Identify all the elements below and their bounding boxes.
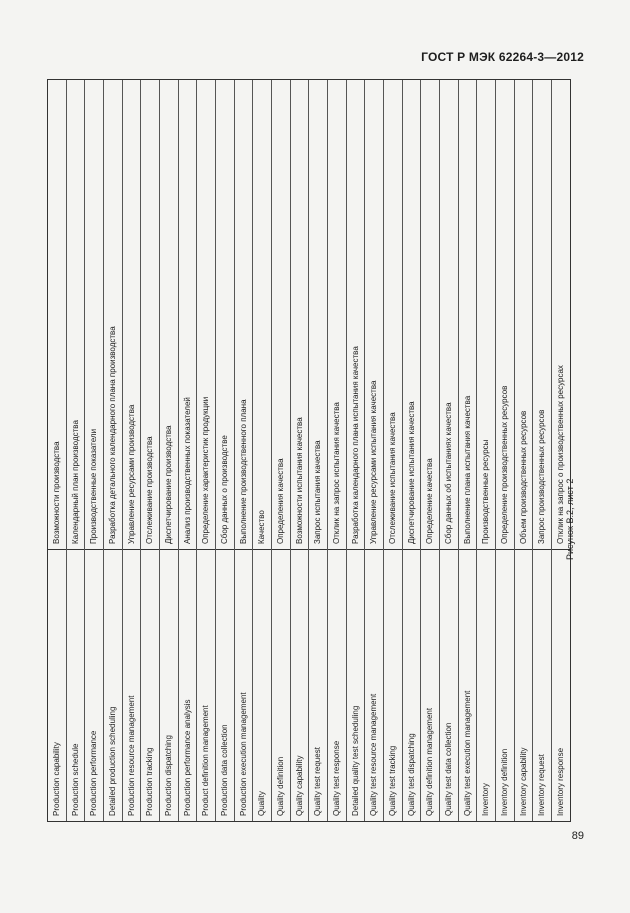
russian-term-cell: Качество — [257, 510, 267, 544]
english-term-cell: Inventory — [477, 549, 495, 821]
table-row — [141, 80, 160, 821]
table-row — [459, 80, 478, 821]
table-row — [67, 80, 86, 821]
table-row — [533, 80, 552, 821]
table-row — [477, 80, 496, 821]
page-number: 89 — [571, 830, 584, 842]
table-row — [197, 80, 216, 821]
russian-term-cell: Определение характеристик продукции — [201, 396, 211, 544]
table-row — [104, 80, 123, 821]
english-term-cell: Inventory definition — [496, 549, 514, 821]
table-row — [253, 80, 272, 821]
russian-term-cell: Анализ производственных показателей — [182, 397, 192, 544]
terms-table-area — [47, 79, 571, 822]
russian-term-cell: Объем производственных ресурсов — [518, 410, 528, 544]
english-term-cell: Production data collection — [216, 549, 234, 821]
english-term-cell: Quality definition — [272, 549, 290, 821]
russian-term-cell: Управление ресурсами испытания качества — [369, 380, 379, 544]
english-term-cell: Quality — [253, 549, 271, 821]
english-term-cell: Production execution management — [235, 549, 253, 821]
english-term-cell: Production capability — [48, 549, 66, 821]
english-term-cell: Quality test execution management — [459, 549, 477, 821]
russian-term-cell: Разработка детального календарного плана производства — [107, 326, 117, 544]
table-row — [496, 80, 515, 821]
russian-term-cell: Определение качества — [425, 458, 435, 544]
english-term-cell: Product definition management — [197, 549, 215, 821]
russian-term-cell: Выполнение плана испытания качества — [462, 395, 472, 544]
table-row — [123, 80, 142, 821]
russian-term-cell: Отклик на запрос испытания качества — [331, 402, 341, 544]
table-row — [179, 80, 198, 821]
english-term-cell: Production resource management — [123, 549, 141, 821]
russian-term-cell: Управление ресурсами производства — [126, 404, 136, 544]
terms-table — [47, 79, 571, 822]
russian-term-cell: Запрос испытания качества — [313, 440, 323, 544]
russian-term-cell: Возможности производства — [51, 441, 61, 544]
table-row — [48, 80, 67, 821]
table-row — [347, 80, 366, 821]
russian-term-cell: Диспетчирование производства — [163, 425, 173, 544]
table-row — [421, 80, 440, 821]
russian-term-cell: Определения качества — [275, 458, 285, 544]
english-term-cell: Production performance — [85, 549, 103, 821]
english-term-cell: Quality test tracking — [384, 549, 402, 821]
table-row — [365, 80, 384, 821]
english-term-cell: Production performance analysis — [179, 549, 197, 821]
english-term-cell: Production schedule — [67, 549, 85, 821]
english-term-cell: Inventory request — [533, 549, 551, 821]
english-term-cell: Production tracking — [141, 549, 159, 821]
russian-term-cell: Календарный план производства — [70, 420, 80, 544]
english-term-cell: Quality test data collection — [440, 549, 458, 821]
russian-term-cell: Производственные показатели — [89, 428, 99, 544]
table-row — [160, 80, 179, 821]
english-term-cell: Inventory capability — [515, 549, 533, 821]
table-row — [403, 80, 422, 821]
english-term-cell: Detailed production scheduling — [104, 549, 122, 821]
russian-term-cell: Производственные ресурсы — [481, 439, 491, 544]
russian-term-cell: Отслеживание производства — [145, 436, 155, 544]
table-row — [85, 80, 104, 821]
russian-term-cell: Выполнение производственного плана — [238, 399, 248, 544]
table-row — [235, 80, 254, 821]
table-row — [440, 80, 459, 821]
table-row — [291, 80, 310, 821]
russian-term-cell: Разработка календарного плана испытания качества — [350, 346, 360, 544]
russian-term-cell: Определение производственных ресурсов — [499, 385, 509, 544]
russian-term-cell: Отслеживание испытания качества — [387, 412, 397, 544]
russian-term-cell: Диспетчирование испытания качества — [406, 401, 416, 544]
table-row — [328, 80, 347, 821]
document-header: ГОСТ Р МЭК 62264-3—2012 — [421, 50, 584, 64]
english-term-cell: Quality definition management — [421, 549, 439, 821]
english-term-cell: Detailed quality test scheduling — [347, 549, 365, 821]
english-term-cell: Quality test response — [328, 549, 346, 821]
table-row — [272, 80, 291, 821]
table-row — [309, 80, 328, 821]
russian-term-cell: Сбор данных о производстве — [219, 435, 229, 544]
english-term-cell: Quality test dispatching — [403, 549, 421, 821]
english-term-cell: Quality test resource management — [365, 549, 383, 821]
russian-term-cell: Возможности испытания качества — [294, 417, 304, 544]
english-term-cell: Quality test request — [309, 549, 327, 821]
english-term-cell: Production dispatching — [160, 549, 178, 821]
russian-term-cell: Сбор данных об испытаниях качества — [443, 402, 453, 544]
table-row — [216, 80, 235, 821]
russian-term-cell: Запрос производственных ресурсов — [537, 409, 547, 544]
english-term-cell: Inventory response — [552, 549, 570, 821]
table-row — [384, 80, 403, 821]
figure-caption: Рисунок В.2, лист 2 — [565, 478, 575, 560]
english-term-cell: Quality capability — [291, 549, 309, 821]
table-row — [515, 80, 534, 821]
russian-term-cell: Отклик на запрос о производственных ресурсах — [555, 365, 565, 544]
